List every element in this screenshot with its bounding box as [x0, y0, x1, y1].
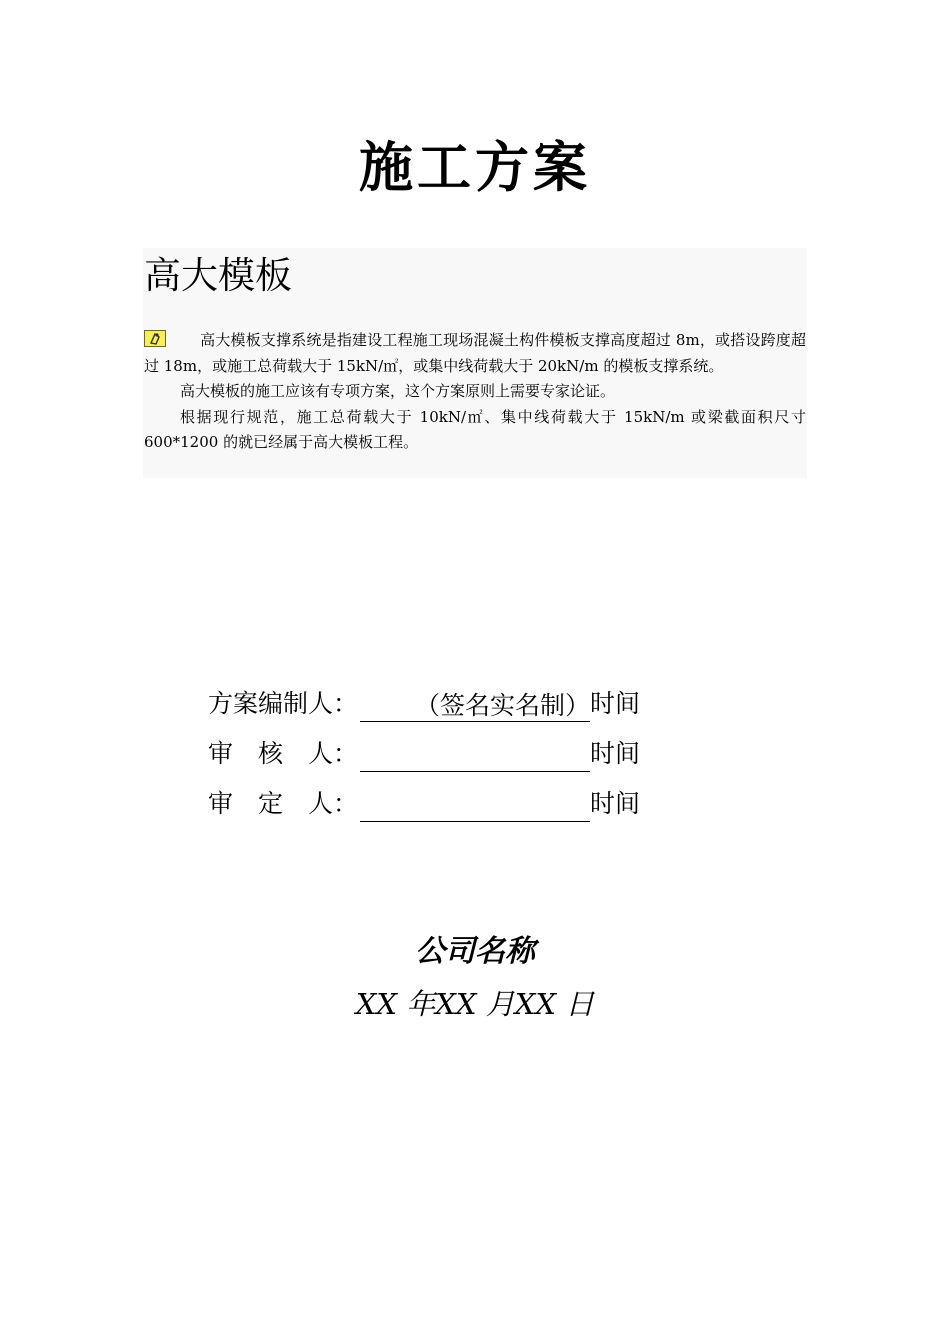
document-title: 施工方案 [359, 135, 591, 199]
company-name: 公司名称 [415, 934, 535, 969]
reviewer-time-label: 时间 [590, 739, 641, 768]
author-time-label: 时间 [590, 689, 641, 718]
paragraph-3: 根据现行规范，施工总荷载大于 10kN/㎡、集中线荷载大于 15kN/m 或梁截面积尺寸 600*1200 的就已经属于高大模板工程。 [144, 407, 806, 451]
author-label: 方案编制人： [208, 689, 359, 718]
approver-label: 审 定 人： [208, 789, 359, 818]
section-heading: 高大模板 [144, 254, 292, 297]
reviewer-signature-field[interactable] [360, 741, 590, 772]
paragraph-1 [144, 328, 806, 379]
author-signature-field[interactable]: （签名实名制） [360, 691, 590, 722]
note-icon[interactable] [144, 330, 166, 347]
content-box [143, 248, 807, 478]
section-body [144, 328, 806, 456]
paragraph-2: 高大模板的施工应该有专项方案，这个方案原则上需要专家论证。 [180, 382, 616, 400]
paragraph-1-text: 高大模板支撑系统是指建设工程施工现场混凝土构件模板支撑高度超过 8m，或搭设跨度超过 18m，或施工总荷载大于 15kN/㎡，或集中线荷载大于 20kN/m 的模板支撑系统。 [144, 331, 806, 375]
author-signature-row [208, 686, 640, 722]
reviewer-label: 审 核 人： [208, 739, 359, 768]
approver-time-label: 时间 [590, 789, 641, 818]
reviewer-signature-row [208, 736, 640, 772]
approver-signature-field[interactable] [360, 791, 590, 822]
approver-signature-row [208, 786, 640, 822]
document-date: XX 年XX 月XX 日 [355, 987, 595, 1021]
